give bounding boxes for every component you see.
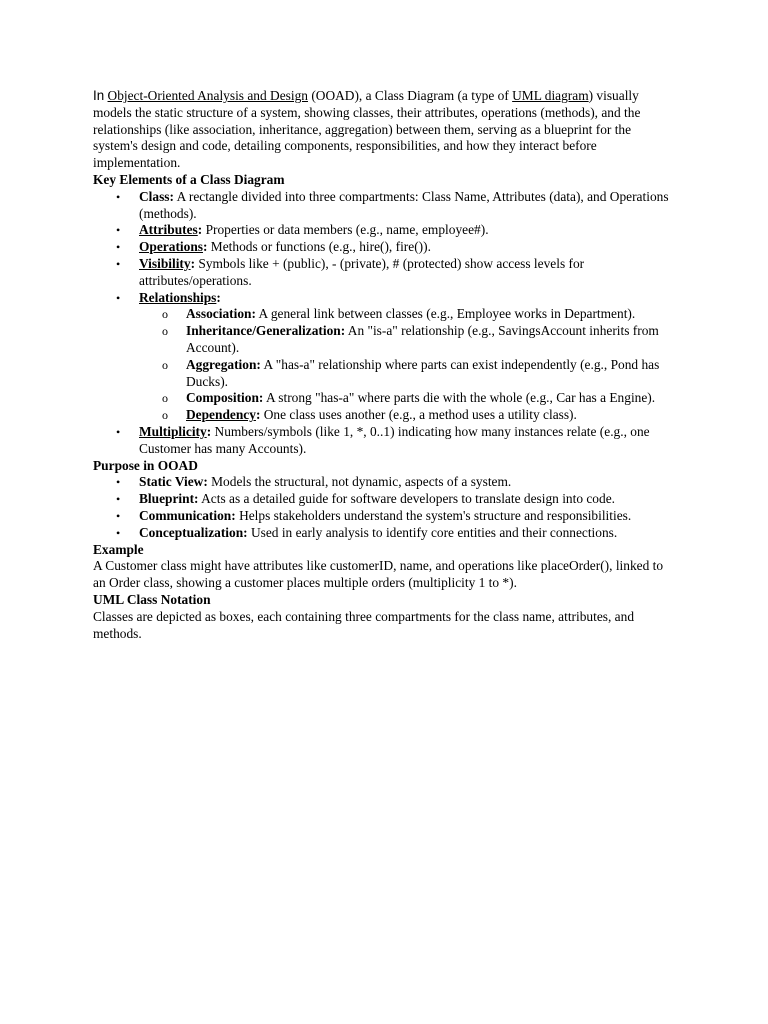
key-elements-heading: Key Elements of a Class Diagram [93, 171, 285, 187]
purpose-blueprint [93, 491, 673, 508]
desc-communication: Helps stakeholders understand the system's structure and responsibilities. [235, 507, 632, 523]
term-static-view: Static View: [139, 474, 208, 490]
key-element-class [93, 189, 673, 223]
key-element-visibility [93, 256, 673, 290]
term-class: Class: [139, 188, 174, 204]
desc-conceptualization: Used in early analysis to identify core entities and their connections. [247, 524, 618, 540]
purpose-static-view [93, 474, 673, 491]
desc-association: A general link between classes (e.g., Employee works in Department). [255, 306, 636, 322]
term-composition: Composition: [186, 390, 264, 406]
ooad-link[interactable]: Object-Oriented Analysis and Design [107, 88, 308, 103]
relationship-composition [139, 390, 673, 407]
desc-composition: A strong "has-a" where parts die with the whole (e.g., Car has a Engine). [263, 390, 656, 406]
term-dependency[interactable]: Dependency [186, 407, 256, 423]
bullet-icon: • [116, 223, 121, 238]
purpose-heading: Purpose in OOAD [93, 457, 198, 473]
term-inheritance: Inheritance/Generalization: [186, 323, 346, 339]
term-communication: Communication: [139, 507, 236, 523]
desc-visibility: Symbols like + (public), - (private), # (protected) show access levels for attributes/operations. [139, 255, 585, 288]
term-attributes-colon: : [197, 222, 203, 238]
term-dependency-colon: : [255, 407, 261, 423]
intro-text-b: ) visually models the static structure of a system, showing classes, their attributes, operations (methods), and the relationships (like association, inheritance, aggregation) between them, serving as a blueprint for the system's design and code, detailing components, responsibilities, and how they interact before implementation. [93, 88, 641, 171]
term-operations-colon: : [202, 239, 208, 255]
relationships-list [139, 306, 673, 424]
term-blueprint: Blueprint: [139, 491, 199, 507]
desc-dependency: One class uses another (e.g., a method uses a utility class). [260, 407, 577, 423]
notation-heading: UML Class Notation [93, 591, 211, 607]
intro-paragraph [93, 88, 673, 172]
purpose-list [93, 474, 673, 541]
desc-multiplicity: Numbers/symbols (like 1, *, 0..1) indicating how many instances relate (e.g., one Customer has many Accounts). [139, 423, 650, 456]
sub-bullet-icon: o [162, 324, 168, 339]
relationship-association [139, 306, 673, 323]
purpose-communication [93, 508, 673, 525]
desc-inheritance: An "is-a" relationship (e.g., SavingsAccount inherits from Account). [186, 323, 659, 355]
example-paragraph: A Customer class might have attributes like customerID, name, and operations like placeOrder(), linked to an Order class, showing a customer places multiple orders (multiplicity 1 to *). [93, 558, 664, 591]
bullet-icon: • [116, 492, 121, 507]
bullet-icon: • [116, 475, 121, 490]
term-aggregation: Aggregation: [186, 356, 261, 372]
relationship-dependency [139, 407, 673, 424]
desc-blueprint: Acts as a detailed guide for software developers to translate design into code. [198, 491, 615, 507]
intro-in-word: In [93, 88, 105, 103]
term-conceptualization: Conceptualization: [139, 524, 248, 540]
desc-class: A rectangle divided into three compartments: Class Name, Attributes (data), and Operations (methods). [139, 188, 669, 221]
bullet-icon: • [116, 189, 121, 204]
document-page [93, 88, 673, 642]
example-heading: Example [93, 541, 144, 557]
term-relationships-colon: : [216, 289, 221, 305]
term-relationships[interactable]: Relationships [139, 289, 217, 305]
intro-text-a: (OOAD), a Class Diagram (a type of [307, 88, 513, 103]
key-element-relationships [93, 290, 673, 424]
key-element-multiplicity [93, 424, 673, 458]
key-element-operations [93, 239, 673, 256]
term-multiplicity[interactable]: Multiplicity [139, 423, 207, 439]
purpose-conceptualization [93, 525, 673, 542]
bullet-icon: • [116, 525, 121, 540]
desc-aggregation: A "has-a" relationship where parts can exist independently (e.g., Pond has Ducks). [186, 356, 660, 389]
bullet-icon: • [116, 290, 121, 305]
term-operations[interactable]: Operations [139, 239, 203, 255]
bullet-icon: • [116, 508, 121, 523]
sub-bullet-icon: o [162, 307, 168, 322]
key-element-attributes [93, 222, 673, 239]
term-multiplicity-colon: : [206, 423, 212, 439]
bullet-icon: • [116, 240, 121, 255]
desc-static-view: Models the structural, not dynamic, aspects of a system. [207, 474, 512, 490]
uml-diagram-link[interactable]: UML diagram [512, 88, 589, 103]
notation-paragraph: Classes are depicted as boxes, each containing three compartments for the class name, attributes, and methods. [93, 608, 635, 641]
term-visibility-colon: : [190, 255, 196, 271]
sub-bullet-icon: o [162, 391, 168, 406]
key-elements-list [93, 189, 673, 458]
term-association: Association: [186, 306, 256, 322]
relationship-aggregation [139, 357, 673, 391]
term-visibility[interactable]: Visibility [139, 255, 191, 271]
term-attributes[interactable]: Attributes [139, 222, 198, 238]
bullet-icon: • [116, 256, 121, 271]
relationship-inheritance [139, 323, 673, 357]
sub-bullet-icon: o [162, 408, 168, 423]
sub-bullet-icon: o [162, 357, 168, 372]
bullet-icon: • [116, 424, 121, 439]
desc-attributes: Properties or data members (e.g., name, employee#). [202, 222, 489, 238]
desc-operations: Methods or functions (e.g., hire(), fire()). [207, 239, 431, 255]
